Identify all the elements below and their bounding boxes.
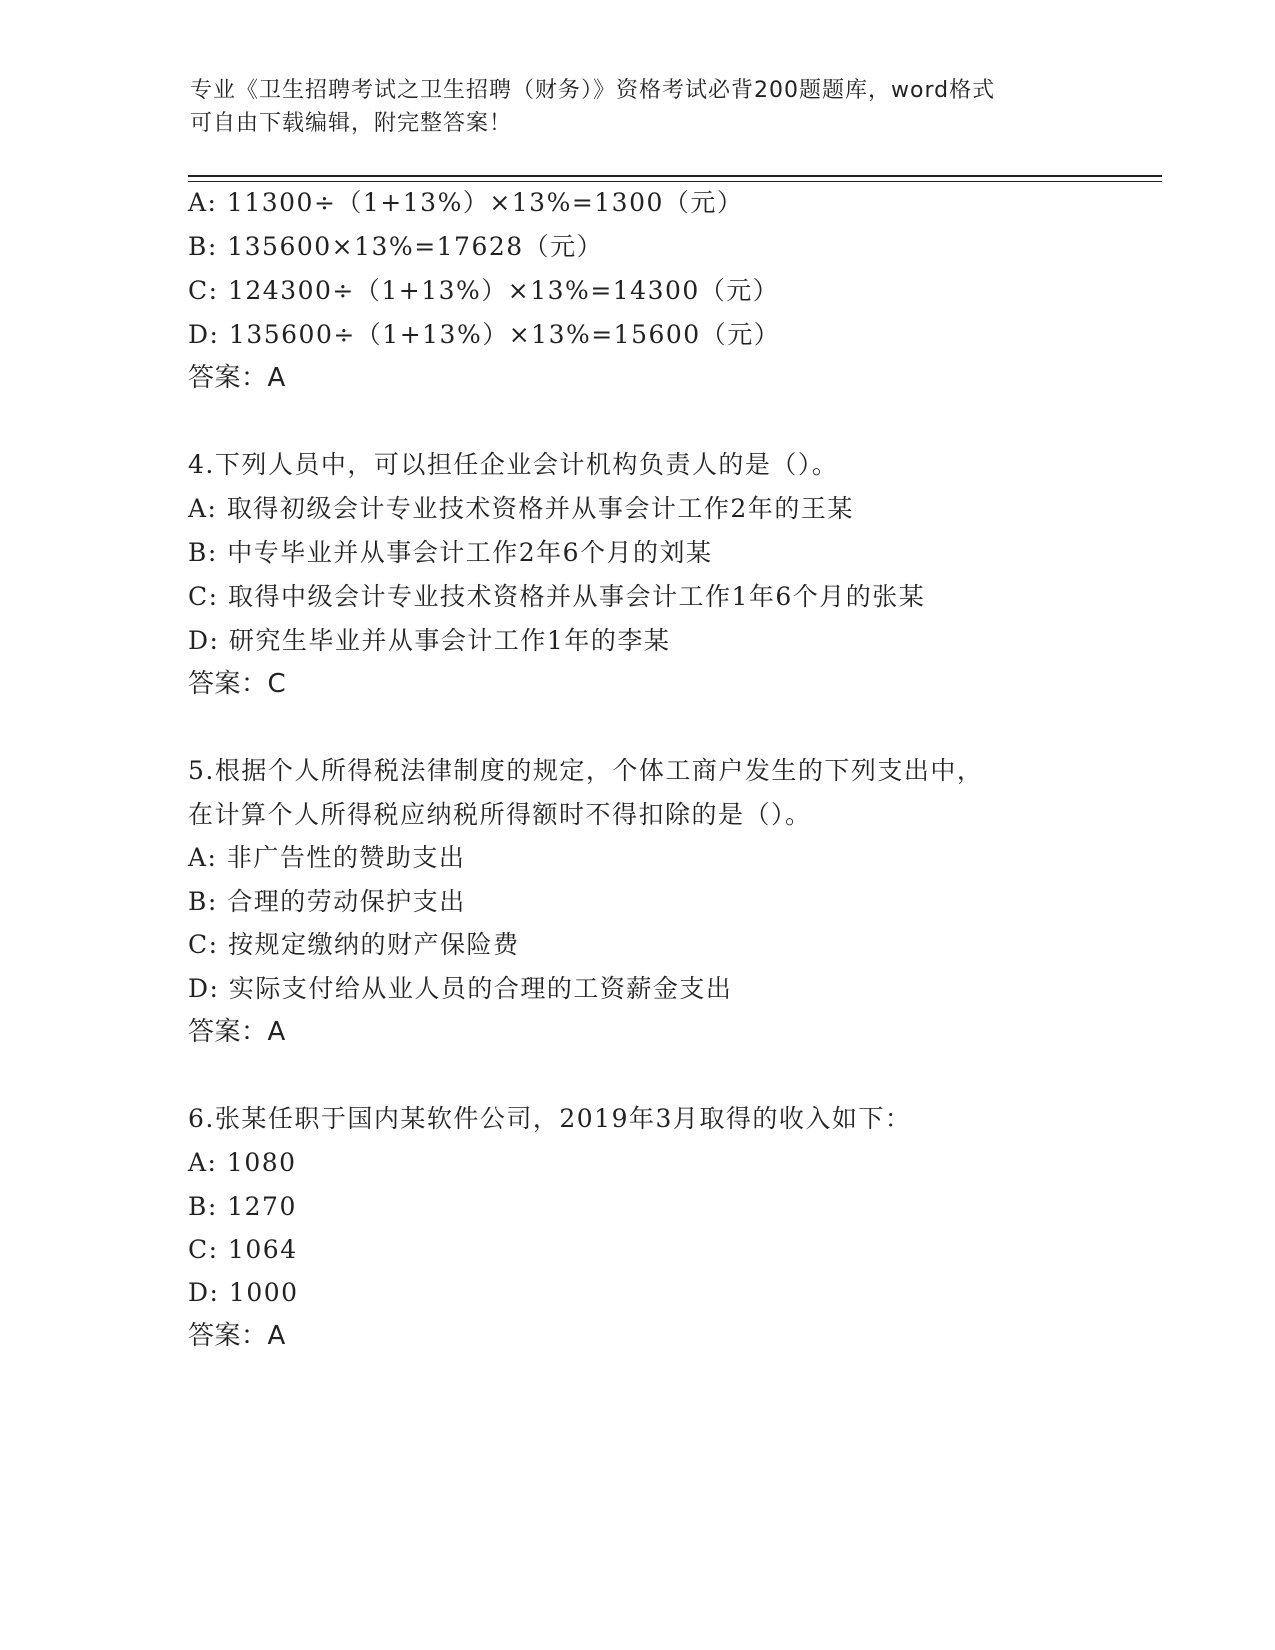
- q3-option-b: B: 135600×13%=17628（元）: [188, 232, 604, 261]
- q4-option-b: B: 中专毕业并从事会计工作2年6个月的刘某: [188, 538, 713, 567]
- q5-option-d: D: 实际支付给从业人员的合理的工资薪金支出: [188, 974, 733, 1003]
- q3-answer: 答案：A: [188, 363, 286, 393]
- q5-question-line-2: 在计算个人所得税应纳税所得额时不得扣除的是（）。: [188, 800, 812, 829]
- q6-question: 6.张某任职于国内某软件公司，2019年3月取得的收入如下：: [188, 1104, 912, 1133]
- header-line-1: 专业《卫生招聘考试之卫生招聘（财务）》资格考试必背200题题库，word格式: [190, 78, 996, 103]
- q4-option-a: A: 取得初级会计专业技术资格并从事会计工作2年的王某: [188, 494, 854, 523]
- q5-question-line-1: 5.根据个人所得税法律制度的规定，个体工商户发生的下列支出中，: [188, 756, 984, 785]
- q5-answer: 答案：A: [188, 1017, 286, 1047]
- q4-answer: 答案：C: [188, 669, 287, 699]
- q3-option-d: D: 135600÷（1+13%）×13%=15600（元）: [188, 320, 781, 349]
- q4-option-d: D: 研究生毕业并从事会计工作1年的李某: [188, 626, 671, 655]
- q6-option-c: C: 1064: [188, 1235, 298, 1264]
- header-rule-thick: [188, 175, 1162, 177]
- q5-option-a: A: 非广告性的赞助支出: [188, 843, 466, 872]
- q5-option-b: B: 合理的劳动保护支出: [188, 887, 466, 916]
- q6-answer: 答案：A: [188, 1321, 286, 1351]
- q3-option-a: A: 11300÷（1+13%）×13%=1300（元）: [188, 188, 744, 217]
- q4-question: 4.下列人员中，可以担任企业会计机构负责人的是（）。: [188, 450, 839, 479]
- q4-option-c: C: 取得中级会计专业技术资格并从事会计工作1年6个月的张某: [188, 582, 926, 611]
- header-line-2: 可自由下载编辑，附完整答案！: [190, 111, 513, 136]
- document-header: [190, 74, 1090, 140]
- q6-option-a: A: 1080: [188, 1148, 297, 1177]
- header-rule-thin: [188, 181, 1162, 182]
- q3-option-c: C: 124300÷（1+13%）×13%=14300（元）: [188, 276, 780, 305]
- q5-option-c: C: 按规定缴纳的财产保险费: [188, 930, 520, 959]
- q6-option-b: B: 1270: [188, 1192, 297, 1221]
- q6-option-d: D: 1000: [188, 1278, 299, 1307]
